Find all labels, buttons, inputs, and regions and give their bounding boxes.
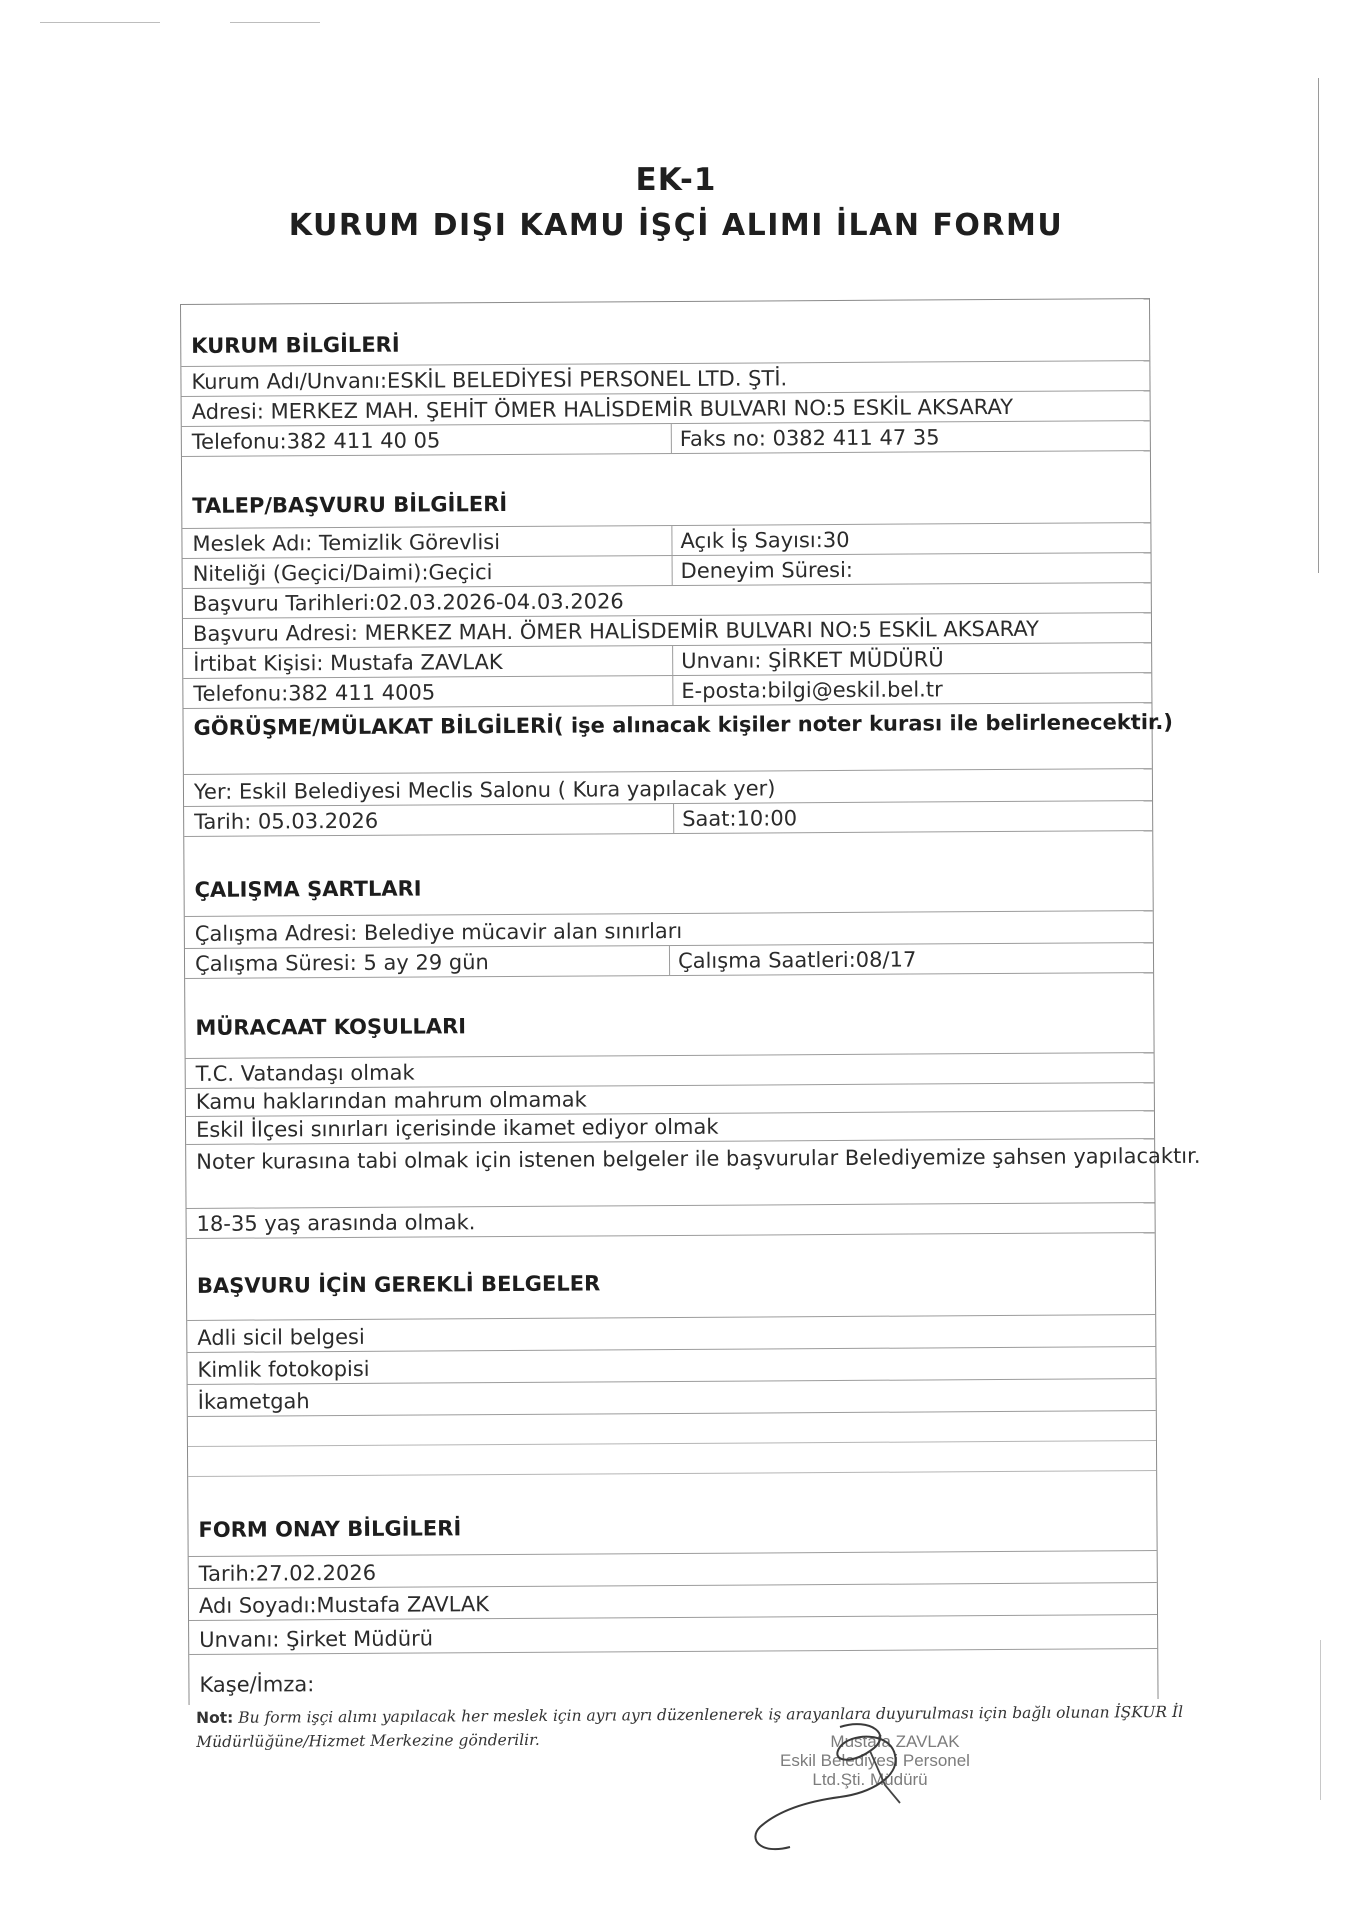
interview-time: Saat:10:00 xyxy=(673,803,797,833)
contact-person-row: İrtibat Kişisi: Mustafa ZAVLAK Unvanı: ŞİRKET MÜDÜRÜ xyxy=(183,643,1151,679)
institution-fax: Faks no: 0382 411 47 35 xyxy=(671,422,940,453)
institution-address-row: Adresi: MERKEZ MAH. ŞEHİT ÖMER HALİSDEMİR BULVARI NO:5 ESKİL AKSARAY xyxy=(182,391,1150,427)
stamp-line-company: Eskil Belediyesi Personel xyxy=(780,1751,970,1770)
section-heading-calisma: ÇALIŞMA ŞARTLARI xyxy=(184,831,1152,917)
document-item: Adli sicil belgesi xyxy=(187,1315,1155,1353)
contact-phone-row: Telefonu:382 411 4005 E-posta:bilgi@eskil.bel.tr xyxy=(183,673,1151,709)
job-type-row: Niteliği (Geçici/Daimi):Geçici Deneyim Süresi: xyxy=(183,553,1151,589)
work-address-row: Çalışma Adresi: Belediye mücavir alan sınırları xyxy=(185,911,1153,949)
job-row: Meslek Adı: Temizlik Görevlisi Açık İş Sayısı:30 xyxy=(182,523,1150,559)
note-text: Bu form işçi alımı yapılacak her meslek için ayrı ayrı düzenlenerek iş arayanlara duyurulması için bağlı olunan İŞKUR İl Müdürlüğüne/Hizmet Merkezine gönderilir. xyxy=(196,1702,1184,1751)
contact-email: E-posta:bilgi@eskil.bel.tr xyxy=(672,674,942,705)
section-heading-belgeler: BAŞVURU İÇİN GEREKLİ BELGELER xyxy=(187,1233,1155,1321)
scan-edge-right xyxy=(1318,78,1319,573)
stamp-signature-row: Kaşe/İmza: xyxy=(199,1672,315,1697)
work-duration-row: Çalışma Süresi: 5 ay 29 gün Çalışma Saatleri:08/17 xyxy=(185,943,1153,979)
condition-item: 18-35 yaş arasında olmak. xyxy=(187,1203,1155,1239)
institution-phone-row: Telefonu:382 411 40 05 Faks no: 0382 411 47 35 xyxy=(182,421,1150,457)
approval-date-row: Tarih:27.02.2026 xyxy=(189,1551,1157,1589)
footer-note xyxy=(196,1700,1186,1754)
section-heading-talep: TALEP/BAŞVURU BİLGİLERİ xyxy=(182,451,1150,529)
condition-item: Eskil İlçesi sınırları içerisinde ikamet ediyor olmak xyxy=(186,1111,1154,1145)
note-label: Not: xyxy=(196,1708,234,1727)
condition-item: T.C. Vatandaşı olmak xyxy=(186,1053,1154,1089)
section-heading-muracaat: MÜRACAAT KOŞULLARI xyxy=(185,973,1153,1059)
handwritten-signature xyxy=(720,1715,950,1865)
application-dates-row: Başvuru Tarihleri:02.03.2026-04.03.2026 xyxy=(183,583,1151,619)
section-heading-onay: FORM ONAY BİLGİLERİ xyxy=(188,1471,1156,1557)
stamp-line-role: Ltd.Şti. Müdürü xyxy=(812,1770,928,1789)
announcement-form xyxy=(180,298,1201,1705)
scan-edge-right-lower xyxy=(1320,1640,1321,1800)
experience: Deneyim Süresi: xyxy=(672,555,853,585)
work-hours: Çalışma Saatleri:08/17 xyxy=(669,945,916,976)
contact-title: Unvanı: ŞİRKET MÜDÜRÜ xyxy=(672,644,944,675)
document-item: İkametgah xyxy=(188,1379,1156,1417)
document-title xyxy=(0,162,1352,243)
interview-place-row: Yer: Eskil Belediyesi Meclis Salonu ( Kura yapılacak yer) xyxy=(184,769,1152,807)
condition-item: Kamu haklarından mahrum olmamak xyxy=(186,1083,1154,1117)
interview-date-row: Tarih: 05.03.2026 Saat:10:00 xyxy=(184,801,1152,837)
annex-code: EK-1 xyxy=(635,162,717,198)
application-address-row: Başvuru Adresi: MERKEZ MAH. ÖMER HALİSDEMİR BULVARI NO:5 ESKİL AKSARAY xyxy=(183,613,1151,649)
form-title: KURUM DIŞI KAMU İŞÇİ ALIMI İLAN FORMU xyxy=(288,208,1064,243)
scan-edge-top-mid xyxy=(230,22,320,23)
section-heading-kurum: KURUM BİLGİLERİ xyxy=(181,299,1149,367)
openings-count: Açık İş Sayısı:30 xyxy=(671,525,849,555)
approval-title-row: Unvanı: Şirket Müdürü xyxy=(189,1615,1157,1655)
stamp-line-name: Mustafa ZAVLAK xyxy=(830,1732,960,1751)
approval-name-row: Adı Soyadı:Mustafa ZAVLAK xyxy=(189,1583,1157,1621)
institution-name-row: Kurum Adı/Unvanı:ESKİL BELEDİYESİ PERSONEL LTD. ŞTİ. xyxy=(181,361,1149,397)
section-heading-gorusme: GÖRÜŞME/MÜLAKAT BİLGİLERİ( işe alınacak kişiler noter kurası ile belirlenecektir.) xyxy=(183,703,1151,775)
condition-item: Noter kurasına tabi olmak için istenen belgeler ile başvurular Belediyemize şahsen yapılacaktır. xyxy=(186,1139,1154,1209)
scan-edge-top-left xyxy=(40,22,160,23)
document-item: Kimlik fotokopisi xyxy=(187,1347,1155,1385)
